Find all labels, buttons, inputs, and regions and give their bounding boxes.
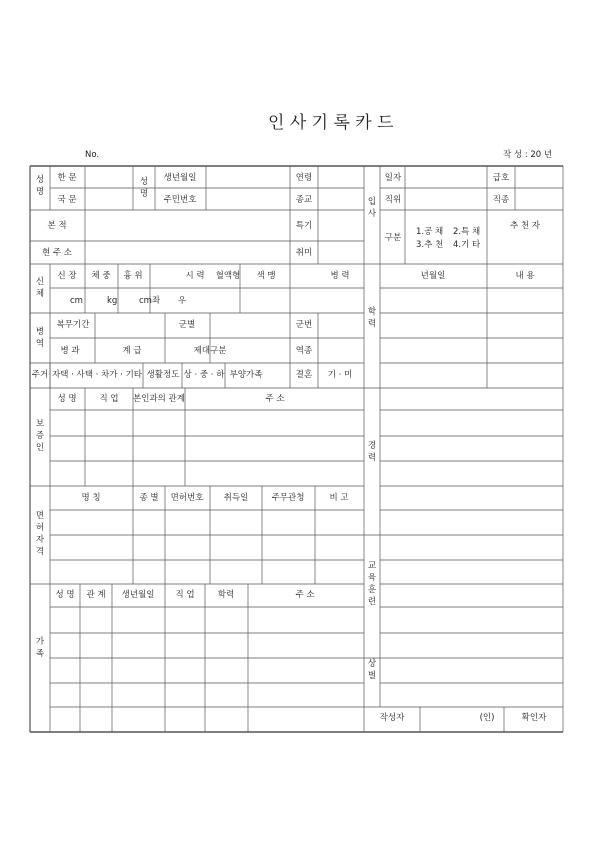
right-eye-label: 우	[178, 296, 187, 306]
weight-label: 체 중	[91, 271, 111, 281]
guarantor-name-label: 성 명	[57, 394, 77, 404]
guarantor-job-label: 직 업	[99, 394, 119, 404]
license-agency-label: 주무관청	[271, 493, 305, 503]
resident-number-label: 주민번호	[163, 195, 197, 205]
height-unit: cm	[70, 296, 83, 306]
family-education-label: 학력	[217, 590, 235, 600]
created-date-label: 작 성 : 20 년	[503, 150, 553, 160]
license-number-label: 면허번호	[170, 493, 204, 503]
family-name-label: 성 명	[55, 590, 75, 600]
license-name-label: 명 칭	[81, 493, 101, 503]
hire-section-label: 입사	[367, 197, 377, 219]
career-section-label: 경력	[367, 441, 377, 463]
family-birth-label: 생년월일	[121, 590, 155, 600]
branch-label: 군별	[178, 320, 196, 330]
content-label: 내 용	[515, 271, 535, 281]
housing-options: 자택 · 사택 · 차가 · 기타	[51, 370, 143, 380]
special-skill-label: 특기	[295, 221, 313, 231]
family-job-label: 직 업	[175, 590, 195, 600]
name-section-label: 성명	[35, 175, 45, 197]
military-section-label: 병역	[35, 327, 45, 349]
dependents-label: 부양가족	[229, 370, 263, 380]
job-type-label: 직종	[492, 195, 510, 205]
marriage-options: 기 · 미	[327, 370, 353, 380]
military-number-label: 군번	[295, 320, 313, 330]
hobby-label: 취미	[295, 248, 313, 258]
domicile-label: 본 적	[47, 221, 67, 231]
vision-label: 시 력	[185, 271, 205, 281]
service-period-label: 복무기간	[56, 320, 90, 330]
writer-label: 작성자	[379, 713, 405, 723]
body-section-label: 신체	[35, 277, 45, 299]
blood-type-label: 혈액형	[215, 271, 241, 281]
license-type-label: 종 별	[139, 493, 159, 503]
license-note-label: 비 고	[329, 493, 349, 503]
family-relation-label: 관 계	[86, 590, 106, 600]
birth-label: 생년월일	[163, 173, 197, 183]
height-label: 신 장	[57, 271, 77, 281]
guarantor-relation-label: 본인과의 관계	[133, 394, 185, 404]
family-address-label: 주 소	[295, 590, 315, 600]
guarantor-address-label: 주 소	[265, 394, 285, 404]
left-eye-label: 좌	[152, 296, 161, 306]
category-option-1: 1.공 채	[416, 227, 444, 237]
seal-mark: (인)	[479, 713, 495, 723]
confirmer-label: 확인자	[521, 713, 547, 723]
period-label: 년월일	[420, 271, 446, 281]
recommender-label: 추 천 자	[509, 221, 541, 231]
license-section-label: 면허자격	[35, 511, 45, 557]
religion-label: 종교	[295, 195, 313, 205]
age-label: 연령	[295, 173, 313, 183]
hire-category-label: 구분	[384, 233, 402, 243]
service-type-label: 역종	[295, 346, 313, 356]
chest-label: 흉 위	[123, 271, 143, 281]
hire-date-label: 일자	[384, 173, 402, 183]
chest-unit: cm	[139, 296, 152, 306]
number-label: No.	[85, 150, 100, 160]
category-option-4: 4.기 타	[453, 240, 481, 250]
living-options: 상 · 중 · 하	[183, 370, 225, 380]
army-branch-label: 병 과	[60, 346, 80, 356]
rank-label: 계 급	[122, 346, 142, 356]
guarantor-section-label: 보증인	[35, 419, 45, 453]
living-standard-label: 생활정도	[146, 370, 180, 380]
discharge-type-label: 제대구분	[193, 346, 227, 356]
form-title: 인 사 기 록 카 드	[268, 113, 394, 133]
family-section-label: 가족	[35, 637, 45, 659]
name-sub-label: 성명	[139, 177, 149, 199]
salary-grade-label: 급호	[492, 173, 510, 183]
education-section-label: 학력	[367, 307, 377, 329]
weight-unit: kg	[107, 296, 118, 306]
category-option-2: 2.특 채	[453, 227, 481, 237]
address-label: 현 주 소	[41, 248, 73, 258]
housing-label: 주거	[31, 370, 49, 380]
hanja-label: 국 문	[57, 195, 77, 205]
category-option-3: 3.추 천	[416, 240, 444, 250]
marriage-label: 결혼	[295, 370, 313, 380]
medical-history-label: 병 력	[330, 271, 350, 281]
awards-section-label: 상벌	[367, 659, 377, 681]
training-section-label: 교육훈련	[367, 561, 377, 607]
position-label: 직위	[384, 195, 402, 205]
license-date-label: 취득일	[223, 493, 249, 503]
hangul-label: 한 문	[57, 173, 77, 183]
color-blind-label: 색 맹	[256, 271, 276, 281]
